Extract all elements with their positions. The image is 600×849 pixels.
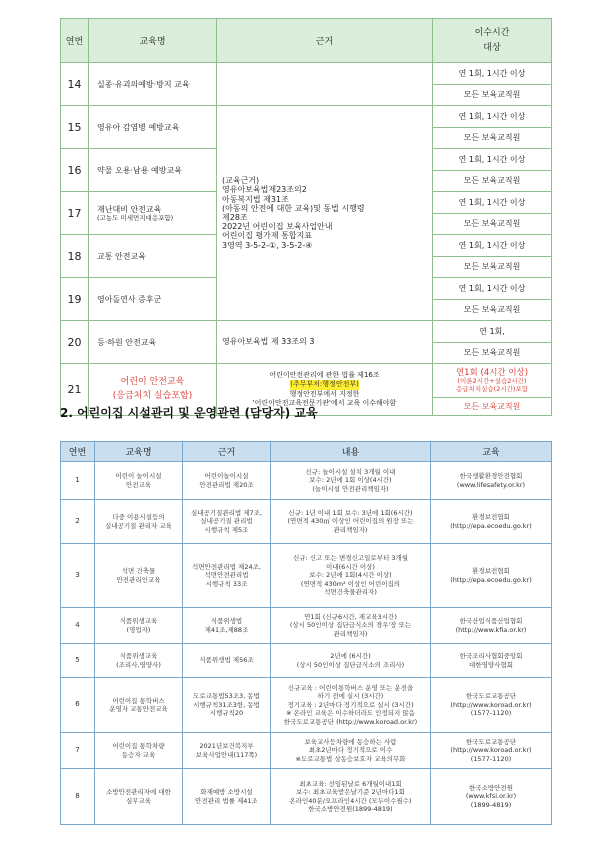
content-line: (상시 50인이상 집단급식소의 경우'장 또는	[289, 621, 412, 630]
name-line: 안전관리인교육	[116, 575, 161, 584]
basis-line: 안전관리법 제20조	[199, 480, 254, 489]
table-row	[61, 500, 552, 544]
basis-line: 석면안전관리법 제24조,	[192, 562, 261, 571]
basis-cell: 어린이안전관리에 관한 법률 제16조 (주무부처:행정안전부) 행정안전부에서 지정한 '어린이안전교육전문기관'에서 교육 이수해야함	[217, 364, 433, 416]
basis-cell	[183, 644, 271, 678]
merged-basis-cell: (교육근거) 영유아보육법제23조의2 아동복지법 제31조 (아동의 안전에 대한 교육)및 동법 시행령 제28조 2022년 어린이집 보육사업안내 어린이집 평가제 통합지표 3영역 3-5-2-①, 3-5-2-④	[217, 106, 433, 321]
name-line: 안전교육	[125, 480, 152, 489]
basis-line: 시행규칙 33조	[205, 579, 248, 588]
basis-cell-empty	[217, 63, 433, 106]
education-name: 교통 안전교육	[89, 235, 217, 278]
edu-line: 한국소방안전원	[469, 783, 513, 792]
row-number: 8	[61, 769, 95, 825]
basis-cell	[183, 733, 271, 769]
basis-line: 시행규칙20	[209, 709, 244, 718]
edu-line: 한국도로교통공단	[465, 737, 517, 746]
table-row	[61, 769, 552, 825]
hours-cell: 연 1회, 1시간 이상	[433, 235, 552, 257]
basis-cell	[183, 544, 271, 608]
content-line: 온라인40분/오프라인4시간 (모두이수필수)	[289, 796, 412, 805]
row-number: 20	[61, 321, 89, 364]
basis-line: 실내공기질관리법 제7조,	[190, 508, 263, 517]
name-cell	[95, 644, 183, 678]
content-cell	[271, 678, 431, 733]
table-body	[61, 462, 552, 825]
row-number: 18	[61, 235, 89, 278]
target-cell: 모든 보육교직원	[433, 170, 552, 192]
basis-cell	[183, 678, 271, 733]
name-cell	[95, 544, 183, 608]
edu-line: (http://www.kfia.or.kr)	[455, 625, 527, 634]
content-line: 보육교사등차량에 동승하는 사람	[304, 737, 397, 746]
name-cell	[95, 608, 183, 644]
name-line: 식품위생교육	[119, 652, 158, 661]
table-row	[61, 608, 552, 644]
edu-cell	[431, 733, 552, 769]
row-number: 19	[61, 278, 89, 321]
edu-line: 한국도로교통공단	[465, 692, 517, 701]
header-edu: 교육	[431, 442, 552, 462]
content-line: 한국소방안전원(1899-4819)	[308, 804, 393, 813]
name-line: 운영자 교통안전교육	[109, 705, 168, 713]
table-row	[61, 462, 552, 500]
education-name: 영아돌연사 증후군	[89, 278, 217, 321]
basis-line: 어린이놀이시설	[204, 472, 249, 481]
row-number: 2	[61, 500, 95, 544]
content-line: 연1회 (신규6시간, 재교육3시간)	[304, 612, 397, 621]
name-line: 어린이집 통학버스	[112, 696, 165, 705]
content-cell	[271, 544, 431, 608]
basis-cell	[183, 462, 271, 500]
content-line: 이내(6시간 이상)	[326, 562, 375, 571]
hours-cell: 연 1회, 1시간 이상	[433, 106, 552, 128]
edu-line: (http://epa.ecoedu.go.kr)	[450, 575, 532, 584]
name-cell	[95, 678, 183, 733]
edu-line: 한국조리사협회중앙회	[459, 652, 523, 661]
header-no: 연번	[61, 442, 95, 462]
edu-line: 환경보전협회	[472, 567, 510, 576]
content-line: 관리책임자)	[333, 629, 368, 638]
content-cell	[271, 733, 431, 769]
content-cell	[271, 644, 431, 678]
name-line: 소방안전관리자에 대한	[106, 788, 171, 797]
content-cell	[271, 500, 431, 544]
basis-line: 실내공기질 관리법	[200, 517, 253, 526]
basis-cell: 영유아보육법 제 33조의 3	[217, 321, 433, 364]
edu-cell	[431, 644, 552, 678]
basis-line: 안전관리 법률 제41조	[195, 796, 258, 805]
target-cell: 모든 보육교직원	[433, 299, 552, 321]
name-cell	[95, 733, 183, 769]
header-basis: 근거	[183, 442, 271, 462]
education-name-highlight: 어린이 안전교육 (응급처치 실습포함)	[89, 364, 217, 416]
name-cell	[95, 462, 183, 500]
education-table-1	[60, 18, 552, 416]
name-line: 동승자 교육	[121, 750, 156, 759]
edu-line: (http://epa.ecoedu.go.kr)	[450, 521, 532, 530]
education-table-2	[60, 441, 552, 825]
name-line: 어린이 놀이시설	[115, 472, 162, 481]
table-header-row	[61, 19, 552, 63]
name-line: (조리사,영양사)	[116, 660, 161, 669]
name-line: (영업자)	[126, 625, 151, 634]
table-row	[61, 678, 552, 733]
name-line: 어린이집 통학차량	[112, 742, 165, 751]
content-line: (놀이시설 안전관리책임자)	[312, 484, 389, 493]
row-number: 16	[61, 149, 89, 192]
basis-line: 식품위생법 제56조	[199, 656, 254, 665]
basis-line: 식품위생법	[210, 617, 243, 626]
name-line: 식품위생교육	[119, 617, 158, 626]
table-row	[61, 106, 552, 128]
table-header-row	[61, 442, 552, 462]
row-number: 21	[61, 364, 89, 416]
content-cell	[271, 462, 431, 500]
basis-line: 석면안전관리법	[204, 571, 249, 580]
education-name: 재난대비 안전교육 (고농도 미세먼지대응포함)	[89, 192, 217, 235]
edu-cell	[431, 500, 552, 544]
header-name: 교육명	[89, 19, 217, 63]
row-number: 14	[61, 63, 89, 106]
education-name: 약물 오용·남용 예방교육	[89, 149, 217, 192]
hours-cell: 연 1회, 1시간 이상	[433, 192, 552, 214]
edu-line: 환경보전협회	[472, 513, 510, 522]
edu-line: (1899-4819)	[470, 800, 512, 809]
content-line: 신규: 놀이시설 설치 3개월 이내	[305, 467, 396, 476]
basis-line: 제41조,제88조	[204, 625, 249, 634]
content-line: 최초교육: 선임된날로 6개월이내1회	[299, 779, 402, 788]
basis-line: 시행규칙31조3항, 동법	[193, 700, 260, 709]
hours-cell: 연 1회, 1시간 이상	[433, 278, 552, 300]
header-basis: 근거	[217, 19, 433, 63]
edu-line: 한국생활환경안전협회	[459, 472, 523, 481]
education-name: 영유아 감염병 예방교육	[89, 106, 217, 149]
row-number: 4	[61, 608, 95, 644]
row-number: 17	[61, 192, 89, 235]
content-line: 신규: 신고 또는 변경신고일로부터 3개월	[292, 554, 409, 563]
content-line: ※ 온라인 교육은 이수하더라도 인정되지 않음	[286, 709, 415, 718]
target-cell: 모든 보육교직원	[433, 398, 552, 416]
edu-cell	[431, 769, 552, 825]
content-line: 석면건축물관리자)	[324, 588, 377, 597]
table-row	[61, 644, 552, 678]
edu-line: (1577-1120)	[470, 709, 512, 718]
edu-line: 대한영양사협회	[469, 660, 513, 669]
edu-line: (1577-1120)	[470, 754, 512, 763]
row-number: 7	[61, 733, 95, 769]
content-line: 신규: 1년 이내 1회 보수: 3년에 1회(6시간)	[288, 508, 413, 517]
row-number: 1	[61, 462, 95, 500]
table-row	[61, 733, 552, 769]
target-cell: 모든 보육교직원	[433, 342, 552, 364]
basis-line: 화재예방 소방시설	[200, 788, 253, 797]
hours-cell: 연 1회, 1시간 이상	[433, 149, 552, 171]
target-cell: 모든 보육교직원	[433, 84, 552, 106]
name-line: 실내공기질 관리자 교육	[105, 521, 172, 530]
basis-cell	[183, 608, 271, 644]
education-name: 실종·유괴의예방·방지 교육	[89, 63, 217, 106]
row-number: 6	[61, 678, 95, 733]
content-cell	[271, 608, 431, 644]
name-cell	[95, 500, 183, 544]
target-cell: 모든 보육교직원	[433, 256, 552, 278]
content-line: (상시 50인이상 집단급식소의 조리사)	[296, 660, 405, 669]
content-line: 신규교육 : 어린이통학버스 운영 또는 운전을	[287, 683, 414, 692]
edu-cell	[431, 678, 552, 733]
header-content: 내용	[271, 442, 431, 462]
hours-cell: 연1회 (4시간 이상) (이론2시간+실습2시간) 응급처치실습(2시간)포함	[433, 364, 552, 398]
content-line: 관리책임자)	[333, 525, 368, 534]
edu-cell	[431, 462, 552, 500]
edu-line: (http://www.koroad.or.kr)	[450, 700, 532, 709]
table-row	[61, 364, 552, 398]
header-name: 교육명	[95, 442, 183, 462]
edu-line: (http://www.koroad.or.kr)	[450, 746, 532, 755]
content-cell	[271, 769, 431, 825]
content-line: ※도로교통법 상동승보호자 교육의무화	[295, 754, 406, 763]
basis-line: 2021년보건복지부	[199, 742, 254, 751]
row-number: 3	[61, 544, 95, 608]
target-cell: 모든 보육교직원	[433, 213, 552, 235]
basis-line: 시행규칙 제5조	[204, 525, 249, 534]
content-line: (연면적 430㎡ 이상인 어린이집의 원장 또는	[287, 517, 414, 526]
edu-cell	[431, 608, 552, 644]
education-name: 등·하원 안전교육	[89, 321, 217, 364]
content-line: 보수: 최초교육받은날기준 2년마다1회	[296, 788, 405, 797]
header-no: 연번	[61, 19, 89, 63]
basis-cell	[183, 769, 271, 825]
name-line: 다중 이용시설등의	[112, 513, 165, 522]
name-line: 석면 건축물	[121, 567, 156, 576]
content-line: 정기교육 : 2년마다 정기적으로 실시 (3시간)	[287, 700, 414, 709]
header-hours-target: 이수시간 대상	[433, 19, 552, 63]
hours-cell: 연 1회, 1시간 이상	[433, 63, 552, 85]
row-number: 5	[61, 644, 95, 678]
content-line: 보수: 2년에 1회 이상(4시간)	[309, 476, 392, 485]
basis-line: 도로교통법53조3, 동법	[193, 692, 260, 701]
content-line: 한국도로교통공단 (http://www.koroad.or.kr)	[283, 717, 418, 726]
row-number: 15	[61, 106, 89, 149]
content-line: 하기 전에 실시 (3시간)	[317, 692, 384, 701]
name-line: 실무교육	[125, 796, 152, 805]
basis-cell	[183, 500, 271, 544]
content-line: 보수: 2년에 1회(4시간 이상)	[309, 571, 392, 580]
basis-line: 보육사업안내(117쪽)	[195, 750, 258, 759]
content-line: 2년에 (6시간)	[330, 652, 371, 661]
section-title: 2. 어린이집 시설관리 및 운영관련 (담당자) 교육	[60, 406, 318, 420]
edu-cell	[431, 544, 552, 608]
name-cell	[95, 769, 183, 825]
hours-cell: 연 1회,	[433, 321, 552, 343]
table-row	[61, 544, 552, 608]
target-cell: 모든 보육교직원	[433, 127, 552, 149]
table-row	[61, 321, 552, 343]
content-line: 최초2년마다 정기적으로 이수	[308, 746, 393, 755]
edu-line: (www.kfsi.or.kr)	[465, 792, 517, 801]
edu-line: (www.lifesafety.or.kr)	[456, 480, 526, 489]
edu-line: 한국산업식품산업협회	[459, 617, 523, 626]
content-line: (연면적 430m² 이상인 어린이집의	[300, 579, 401, 588]
table-row	[61, 63, 552, 85]
